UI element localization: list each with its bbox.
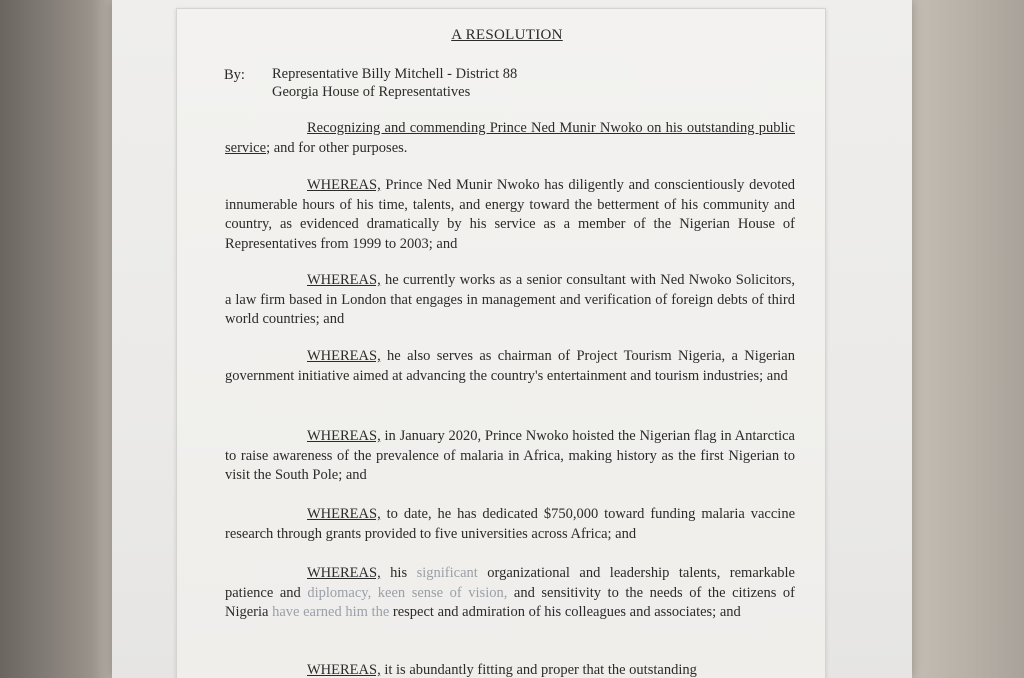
sponsor-body: Georgia House of Representatives [272,84,471,100]
paragraph-text-c: and sensitivity to the needs of the citizens of Nigeria [225,584,795,620]
whereas-label: WHEREAS, [307,662,381,678]
whereas-paragraph-5 [225,505,795,544]
purpose-paragraph [225,119,795,158]
paragraph-text: to date, he has dedicated $750,000 toward funding malaria vaccine research through grants provided to five universities across Africa; and [225,506,795,542]
purpose-underlined: Recognizing and commending Prince Ned Munir Nwoko on his outstanding public service [225,120,795,156]
purpose-rest: ; and for other purposes. [266,139,408,156]
background-surface [910,0,1024,678]
resolution-page [176,8,826,678]
faded-text-2: diplomacy, keen sense of vision, [307,584,508,601]
faded-text-1: significant [416,565,478,581]
whereas-label: WHEREAS, [307,428,381,444]
whereas-label: WHEREAS, [307,272,381,288]
paragraph-text-d: respect and admiration of his colleagues and associates; and [389,604,741,620]
whereas-paragraph-3 [225,347,795,386]
whereas-label: WHEREAS, [307,177,381,193]
whereas-label: WHEREAS, [307,565,381,581]
whereas-paragraph-6 [225,564,795,623]
sponsor-name: Representative Billy Mitchell - District 88 [272,66,518,82]
paragraph-text: in January 2020, Prince Nwoko hoisted the Nigerian flag in Antarctica to raise awareness of the prevalence of malaria in Africa, making history as the first Nigerian to visit the South Pole; and [225,428,795,483]
paragraph-text: he also serves as chairman of Project Tourism Nigeria, a Nigerian government initiative aimed at advancing the country's entertainment and tourism industries; and [225,348,795,384]
document-title: A RESOLUTION [451,27,563,43]
paragraph-text-a: his [380,565,417,581]
by-label: By: [224,67,245,83]
whereas-label: WHEREAS, [307,506,381,522]
faded-text-3: have earned him the [272,604,390,620]
sponsor-block [272,65,517,101]
paragraph-text: Prince Ned Munir Nwoko has diligently and conscientiously devoted innumerable hours of his time, talents, and energy toward the betterment of his community and country, as evidenced dramatically by his service as a member of the Nigerian House of Representatives from 1999 to 2003; and [225,177,795,252]
paragraph-text: it is abundantly fitting and proper that the outstanding [380,662,697,678]
paragraph-text: he currently works as a senior consultant with Ned Nwoko Solicitors, a law firm based in London that engages in management and verification of foreign debts of third world countries; and [225,272,795,327]
paragraph-text-b: organizational and leadership talents, remarkable patience and [225,565,795,601]
whereas-paragraph-1 [225,176,795,254]
whereas-paragraph-4 [225,427,795,486]
whereas-paragraph-2 [225,271,795,330]
whereas-label: WHEREAS, [307,348,381,364]
whereas-paragraph-7 [225,661,795,678]
